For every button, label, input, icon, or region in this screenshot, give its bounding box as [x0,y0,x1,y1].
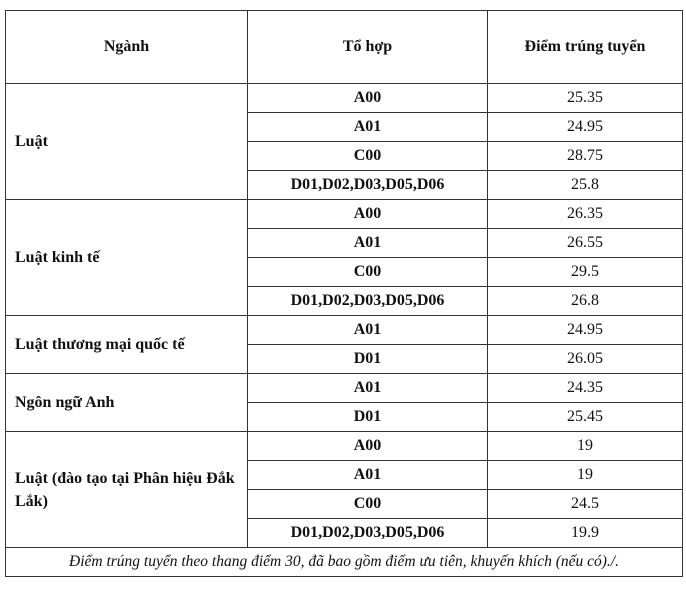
score-cell: 24.95 [488,316,683,345]
combination-cell: A01 [248,461,488,490]
score-cell: 24.5 [488,490,683,519]
header-major: Ngành [6,11,248,84]
score-cell: 26.35 [488,200,683,229]
combination-cell: A00 [248,84,488,113]
combination-cell: C00 [248,142,488,171]
score-cell: 25.45 [488,403,683,432]
score-cell: 26.05 [488,345,683,374]
combination-cell: D01 [248,345,488,374]
score-cell: 24.35 [488,374,683,403]
score-cell: 25.8 [488,171,683,200]
combination-cell: A01 [248,113,488,142]
combination-cell: C00 [248,258,488,287]
combination-cell: A00 [248,200,488,229]
footnote-row [6,548,683,577]
table-row [6,432,683,461]
table-row [6,374,683,403]
score-cell: 19 [488,432,683,461]
score-cell: 28.75 [488,142,683,171]
major-name: Luật [6,84,248,200]
combination-cell: A00 [248,432,488,461]
major-name: Luật kinh tế [6,200,248,316]
score-cell: 29.5 [488,258,683,287]
header-row [6,11,683,84]
table-body [6,84,683,548]
score-cell: 25.35 [488,84,683,113]
combination-cell: D01,D02,D03,D05,D06 [248,171,488,200]
table-row [6,200,683,229]
combination-cell: D01 [248,403,488,432]
major-name: Luật (đào tạo tại Phân hiệu Đắk Lắk) [6,432,248,548]
combination-cell: A01 [248,229,488,258]
score-cell: 19 [488,461,683,490]
combination-cell: D01,D02,D03,D05,D06 [248,519,488,548]
score-cell: 26.55 [488,229,683,258]
combination-cell: A01 [248,374,488,403]
header-combination: Tổ hợp [248,11,488,84]
score-cell: 24.95 [488,113,683,142]
table-row [6,316,683,345]
score-cell: 19.9 [488,519,683,548]
table-row [6,84,683,113]
footnote: Điểm trúng tuyển theo thang điểm 30, đã bao gồm điểm ưu tiên, khuyến khích (nếu có)./. [6,548,683,577]
combination-cell: C00 [248,490,488,519]
combination-cell: A01 [248,316,488,345]
admission-scores-table [5,10,683,577]
major-name: Luật thương mại quốc tế [6,316,248,374]
combination-cell: D01,D02,D03,D05,D06 [248,287,488,316]
header-score: Điểm trúng tuyển [488,11,683,84]
major-name: Ngôn ngữ Anh [6,374,248,432]
score-cell: 26.8 [488,287,683,316]
